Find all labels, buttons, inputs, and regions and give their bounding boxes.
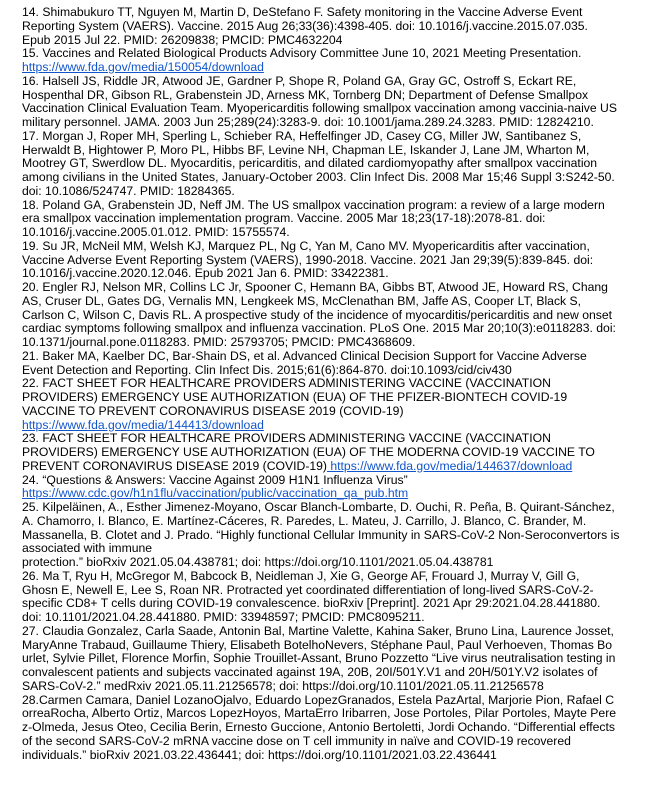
reference-line: 27. Claudia Gonzalez, Carla Saade, Antonin Bal, Martine Valette, Kahina Saker, Bruno Lina, Laurence Josset,: [22, 623, 614, 638]
reference-line: PROVIDERS) EMERGENCY USE AUTHORIZATION (EUA) OF THE MODERNA COVID-19 VACCINE TO: [22, 445, 595, 459]
reference-link[interactable]: https://www.cdc.gov/h1n1flu/vaccination/public/vaccination_qa_pub.htm: [22, 486, 409, 501]
reference-24: [22, 474, 628, 502]
reference-line: era smallpox vaccination implementation program. Vaccine. 2005 Mar 18;23(17-18):2078-81. doi:: [22, 211, 546, 226]
reference-20: [22, 281, 628, 350]
reference-line: 18. Poland GA, Grabenstein JD, Neff JM. The US smallpox vaccination program: a review of a large modern: [22, 197, 605, 212]
reference-line: Event Detection and Reporting. Clin Infect Dis. 2015;61(6):864-870. doi:10.1093/cid/civ430: [22, 362, 512, 377]
reference-line: 23. FACT SHEET FOR HEALTHCARE PROVIDERS ADMINISTERING VACCINE (VACCINATION: [22, 431, 551, 446]
reference-line: orreaRocha, Alberto Ortiz, Marcos LopezHoyos, MartaErro Iribarren, Jose Portoles, Pilar Portoles, Mayte Pere: [22, 706, 617, 721]
reference-line: of the second SARS-CoV-2 mRNA vaccine dose on T cell immunity in naïve and COVID-19 recovered: [22, 733, 571, 748]
reference-line: 10.1371/journal.pone.0118283. PMID: 25793705; PMCID: PMC4368609.: [22, 335, 416, 349]
reference-27: [22, 625, 628, 694]
reference-line: cardiac symptoms following smallpox and influenza vaccination. PLoS One. 2015 Mar 20;10(3):e0118283. doi:: [22, 321, 616, 336]
reference-line: 20. Engler RJ, Nelson MR, Collins LC Jr, Spooner C, Hemann BA, Gibbs BT, Atwood JE, Howard RS, Chang: [22, 280, 608, 294]
reference-link[interactable]: https://www.fda.gov/media/144637/download: [327, 458, 573, 473]
reference-line: Vaccine Adverse Event Reporting System (VAERS), 1990-2018. Vaccine. 2021 Jan 29;39(5):839-845. doi:: [22, 252, 594, 267]
reference-line: convalescent patients and subjects vaccinated against 19A, 20B, 20I/501Y.V1 and 20H/501Y.V2 isolates of: [22, 665, 598, 679]
reference-link[interactable]: https://www.fda.gov/media/144413/download: [22, 417, 264, 432]
reference-line: 14. Shimabukuro TT, Nguyen M, Martin D, DeStefano F. Safety monitoring in the Vaccine Adverse Event: [22, 5, 583, 19]
reference-line: MaryAnne Trabaud, Guillaume Thiery, Elisabeth BotelhoNevers, Stéphane Paul, Paul Verhoeven, Thomas Bo: [22, 637, 613, 652]
reference-line: protection.” bioRxiv 2021.05.04.438781; doi: https://doi.org/10.1101/2021.05.04.438781: [22, 555, 494, 569]
reference-line: 21. Baker MA, Kaelber DC, Bar-Shain DS, et al. Advanced Clinical Decision Support for Vaccine Adverse: [22, 348, 587, 363]
reference-26: [22, 570, 628, 625]
reference-line: A. Chamorro, I. Blanco, E. Martínez-Cáceres, R. Paredes, L. Mateu, J. Carrillo, J. Blanco, C. Brander, M.: [22, 513, 587, 528]
reference-line: urlet, Sylvie Pillet, Florence Morfin, Sophie Trouillet-Assant, Bruno Pozzetto “Live virus neutralisation testing in: [22, 651, 616, 666]
reference-line: 25. Kilpeläinen, A., Esther Jimenez-Moyano, Oscar Blanch-Lombarte, D. Ouchi, R. Peña, B. Quirant-Sánchez,: [22, 500, 615, 514]
reference-line: VACCINE TO PREVENT CORONAVIRUS DISEASE 2019 (COVID-19): [22, 403, 404, 418]
reference-22: [22, 377, 628, 432]
reference-line: individuals.” bioRxiv 2021.03.22.436441; doi: https://doi.org/10.1101/2021.03.22.436441: [22, 747, 497, 762]
reference-line: 10.1016/j.vaccine.2005.01.012. PMID: 15755574.: [22, 225, 290, 239]
reference-line: SARS-CoV-2.” medRxiv 2021.05.11.21256578; doi: https://doi.org/10.1101/2021.05.11.21256578: [22, 678, 544, 693]
reference-line: Mootrey GT, Swerdlow DL. Myocarditis, pericarditis, and dilated cardiomyopathy after smallpox vaccination: [22, 156, 598, 171]
reference-line: Epub 2015 Jul 22. PMID: 26209838; PMCID: PMC4632204: [22, 32, 343, 47]
reference-25: [22, 501, 628, 570]
reference-line: Carlson C, Wilson C, Davis RL. A prospective study of the incidence of myocarditis/pericarditis and new onset: [22, 307, 613, 322]
reference-18: [22, 199, 628, 240]
reference-line: 17. Morgan J, Roper MH, Sperling L, Schieber RA, Heffelfinger JD, Casey CG, Miller JW, Santibanez S,: [22, 128, 582, 143]
reference-28: [22, 694, 628, 763]
reference-line: military personnel. JAMA. 2003 Jun 25;289(24):3283-9. doi: 10.1001/jama.289.24.3283. PMID: 12824210.: [22, 115, 594, 129]
reference-link[interactable]: https://www.fda.gov/media/150054/download: [22, 60, 264, 74]
reference-line: associated with immune: [22, 541, 153, 556]
reference-line: Reporting System (VAERS). Vaccine. 2015 Aug 26;33(36):4398-405. doi: 10.1016/j.vaccine.2015.07.035.: [22, 18, 588, 33]
reference-line: 22. FACT SHEET FOR HEALTHCARE PROVIDERS ADMINISTERING VACCINE (VACCINATION: [22, 376, 551, 391]
reference-line: doi: 10.1086/524747. PMID: 18284365.: [22, 183, 235, 198]
reference-text: PREVENT CORONAVIRUS DISEASE 2019 (COVID-19): [22, 458, 327, 473]
reference-21: [22, 350, 628, 378]
reference-line: 15. Vaccines and Related Biological Products Advisory Committee June 10, 2021 Meeting Presentation.: [22, 46, 582, 61]
reference-line: Hospenthal DR, Gibson RL, Grabenstein JD, Arness MK, Tornberg DN; Department of Defense Smallpox: [22, 87, 589, 102]
reference-line: specific CD8+ T cells during COVID-19 convalescence. bioRxiv [Preprint]. 2021 Apr 29:2021.04.28.441880.: [22, 596, 601, 611]
reference-17: [22, 130, 628, 199]
reference-line: among civilians in the United States, January-October 2003. Clin Infect Dis. 2008 Mar 15;46 Suppl 3:S242-50.: [22, 170, 615, 184]
reference-line: 10.1016/j.vaccine.2020.12.046. Epub 2021 Jan 6. PMID: 33422381.: [22, 266, 389, 281]
reference-line: PROVIDERS) EMERGENCY USE AUTHORIZATION (EUA) OF THE PFIZER-BIONTECH COVID-19: [22, 390, 568, 404]
reference-line: 28.Carmen Camara, Daniel LozanoOjalvo, Eduardo LopezGranados, Estela PazArtal, Marjorie Pion, Rafael C: [22, 692, 615, 707]
reference-14: [22, 6, 628, 47]
reference-line: Vaccination Clinical Evaluation Team. Myopericarditis following smallpox vaccination among vaccinia-naive US: [22, 101, 617, 116]
reference-16: [22, 75, 628, 130]
reference-line: z-Olmeda, Jesus Oteo, Cecilia Berin, Ernesto Guccione, Antonio Bertoletti, Jordi Ochando. “Differential effects: [22, 720, 615, 734]
reference-line: Massanella, B. Clotet and J. Prado. “Highly functional Cellular Immunity in SARS-CoV-2 Non-Seroconvertors is: [22, 527, 620, 542]
reference-line-with-link: [22, 460, 628, 474]
reference-line: AS, Cruser DL, Gates DG, Vernalis MN, Lengkeek MS, McClenathan BM, Jaffe AS, Cooper LT, Black S,: [22, 293, 582, 308]
reference-15: [22, 47, 628, 75]
reference-line: 24. “Questions & Answers: Vaccine Against 2009 H1N1 Influenza Virus”: [22, 472, 408, 487]
reference-23: [22, 432, 628, 473]
reference-line: Ghosn E, Newell E, Lee S, Roan NR. Protracted yet coordinated differentiation of long-lived SARS-CoV-2-: [22, 582, 594, 597]
reference-line: 16. Halsell JS, Riddle JR, Atwood JE, Gardner P, Shope R, Poland GA, Gray GC, Ostroff S, Eckart RE,: [22, 73, 577, 88]
reference-line: Herwaldt B, Hightower P, Moro PL, Hibbs BF, Levine NH, Chapman LE, Iskander J, Lane JM, Wharton M,: [22, 142, 590, 157]
reference-line: 19. Su JR, McNeil MM, Welsh KJ, Marquez PL, Ng C, Yan M, Cano MV. Myopericarditis after vaccination,: [22, 238, 590, 253]
reference-line: doi: 10.1101/2021.04.28.441880. PMID: 33948597; PMCID: PMC8095211.: [22, 610, 425, 624]
reference-19: [22, 240, 628, 281]
reference-line: 26. Ma T, Ryu H, McGregor M, Babcock B, Neidleman J, Xie G, George AF, Frouard J, Murray V, Gill G,: [22, 568, 580, 583]
